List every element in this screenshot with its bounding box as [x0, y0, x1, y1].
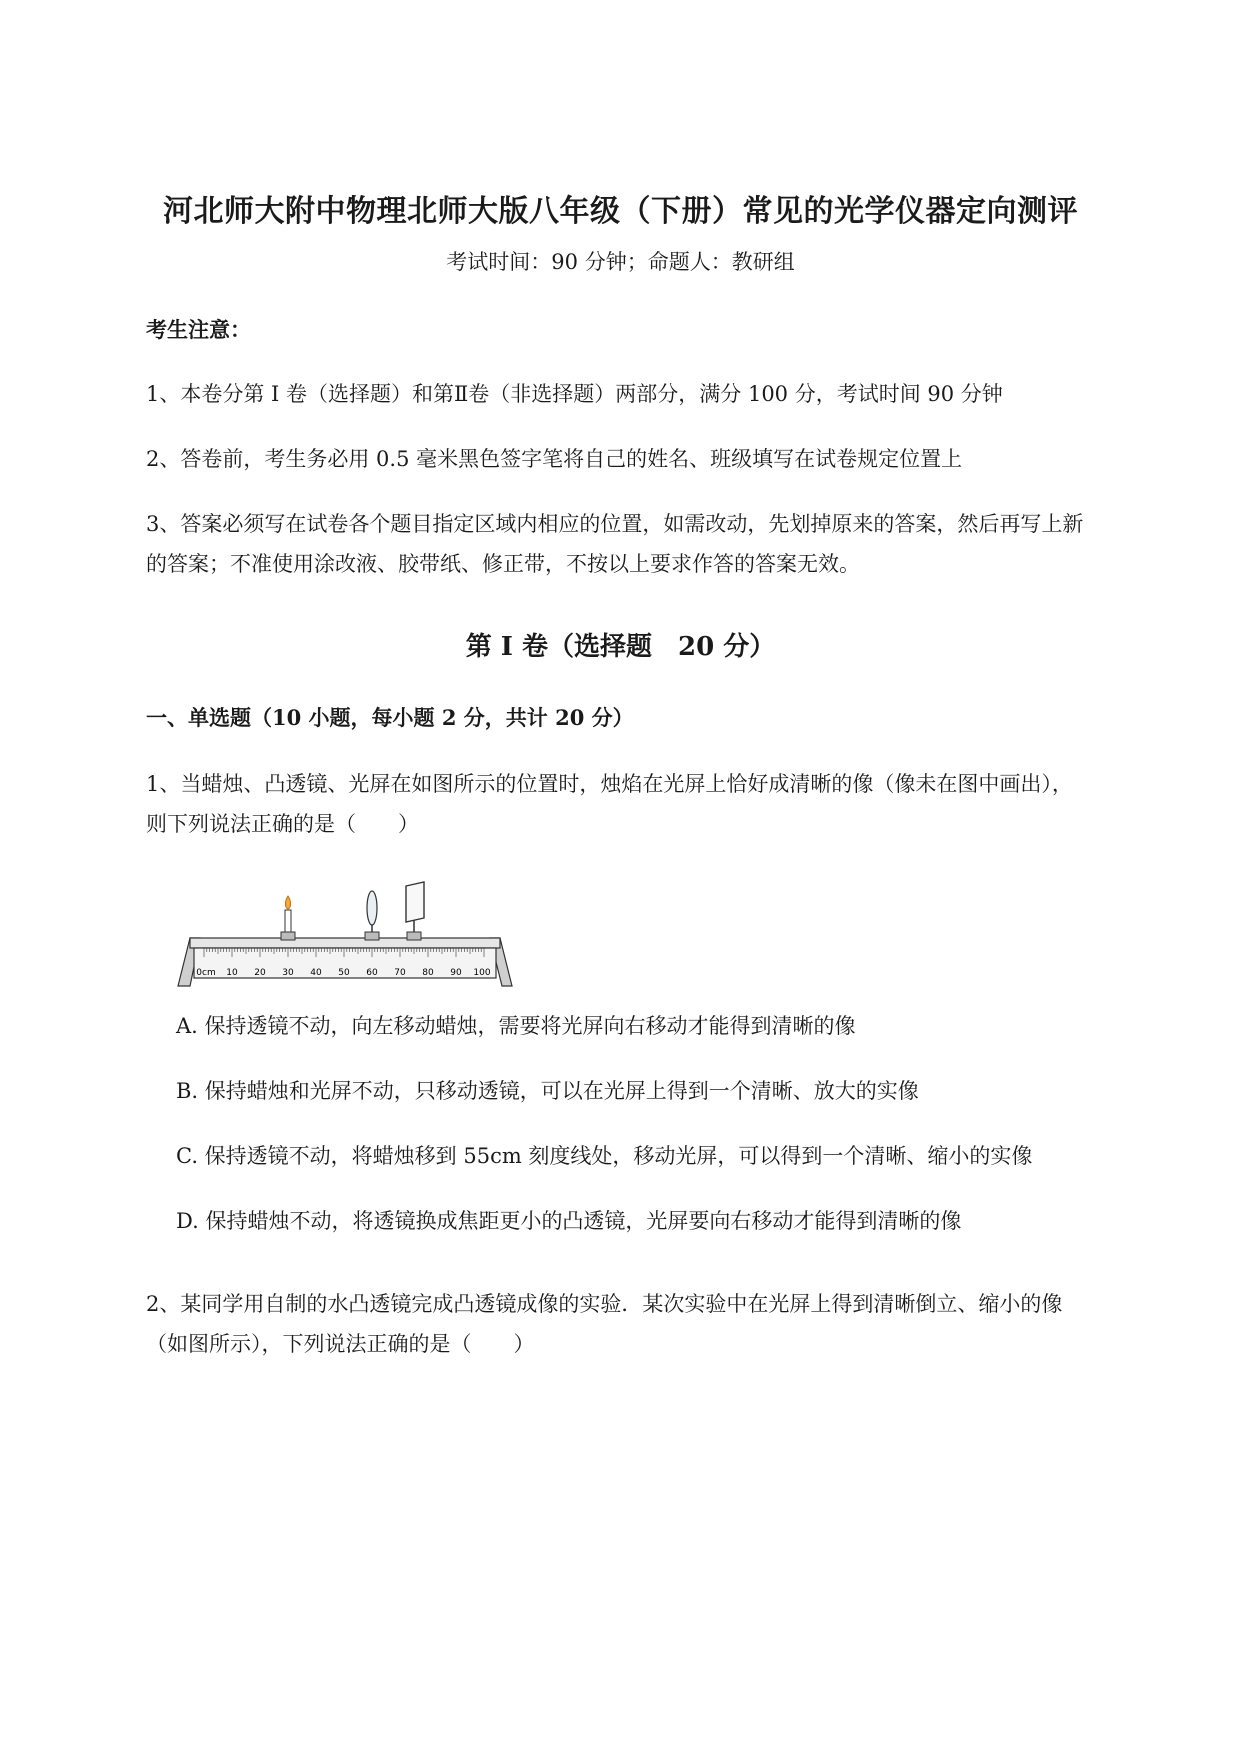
- scale-label-60: 60: [366, 968, 378, 978]
- candle-icon: [281, 896, 295, 940]
- notice-item-2: 2、答卷前，考生务必用 0.5 毫米黑色签字笔将自己的姓名、班级填写在试卷规定位置上: [146, 447, 963, 471]
- optical-bench-figure: [176, 878, 516, 988]
- bench-rail: [190, 938, 500, 948]
- question-2-line-2: （如图所示），下列说法正确的是（ ）: [146, 1332, 535, 1356]
- question-1-line-1: 1、当蜡烛、凸透镜、光屏在如图所示的位置时，烛焰在光屏上恰好成清晰的像（像未在图中画出），: [146, 772, 1073, 796]
- scale-label-10: 10: [226, 968, 238, 978]
- scale-label-0: 0cm: [196, 968, 216, 978]
- question-1-option-c[interactable]: C. 保持透镜不动，将蜡烛移到 55cm 刻度线处，移动光屏，可以得到一个清晰、缩小的实像: [176, 1144, 1033, 1168]
- exam-title: 河北师大附中物理北师大版八年级（下册）常见的光学仪器定向测评: [163, 194, 1078, 229]
- notice-item-3: 3、答案必须写在试卷各个题目指定区域内相应的位置，如需改动，先划掉原来的答案，然后再写上新: [146, 512, 1084, 536]
- scale-label-100: 100: [473, 968, 491, 978]
- scale-label-40: 40: [310, 968, 322, 978]
- convex-lens-icon: [365, 891, 379, 940]
- scale-label-90: 90: [450, 968, 462, 978]
- light-screen-icon: [406, 882, 424, 940]
- exam-subtitle: 考试时间：90 分钟；命题人：教研组: [446, 250, 795, 274]
- notice-heading: 考生注意：: [146, 317, 251, 342]
- part-heading: 一、单选题（10 小题，每小题 2 分，共计 20 分）: [146, 705, 634, 730]
- scale-label-20: 20: [254, 968, 266, 978]
- question-1-option-a[interactable]: A. 保持透镜不动，向左移动蜡烛，需要将光屏向右移动才能得到清晰的像: [176, 1014, 856, 1038]
- section-title: 第 I 卷（选择题 20 分）: [465, 632, 776, 662]
- notice-item-1: 1、本卷分第 I 卷（选择题）和第Ⅱ卷（非选择题）两部分，满分 100 分，考试时间 90 分钟: [146, 382, 1003, 406]
- question-1-option-b[interactable]: B. 保持蜡烛和光屏不动，只移动透镜，可以在光屏上得到一个清晰、放大的实像: [176, 1079, 919, 1103]
- question-1-line-2: 则下列说法正确的是（ ）: [146, 812, 419, 836]
- scale-label-70: 70: [394, 968, 406, 978]
- question-2-line-1: 2、某同学用自制的水凸透镜完成凸透镜成像的实验．某次实验中在光屏上得到清晰倒立、缩小的像: [146, 1292, 1063, 1316]
- question-1-option-d[interactable]: D. 保持蜡烛不动，将透镜换成焦距更小的凸透镜，光屏要向右移动才能得到清晰的像: [176, 1209, 962, 1233]
- scale-label-50: 50: [338, 968, 350, 978]
- notice-item-3-cont: 的答案；不准使用涂改液、胶带纸、修正带，不按以上要求作答的答案无效。: [146, 552, 860, 576]
- scale-label-80: 80: [422, 968, 434, 978]
- scale-label-30: 30: [282, 968, 294, 978]
